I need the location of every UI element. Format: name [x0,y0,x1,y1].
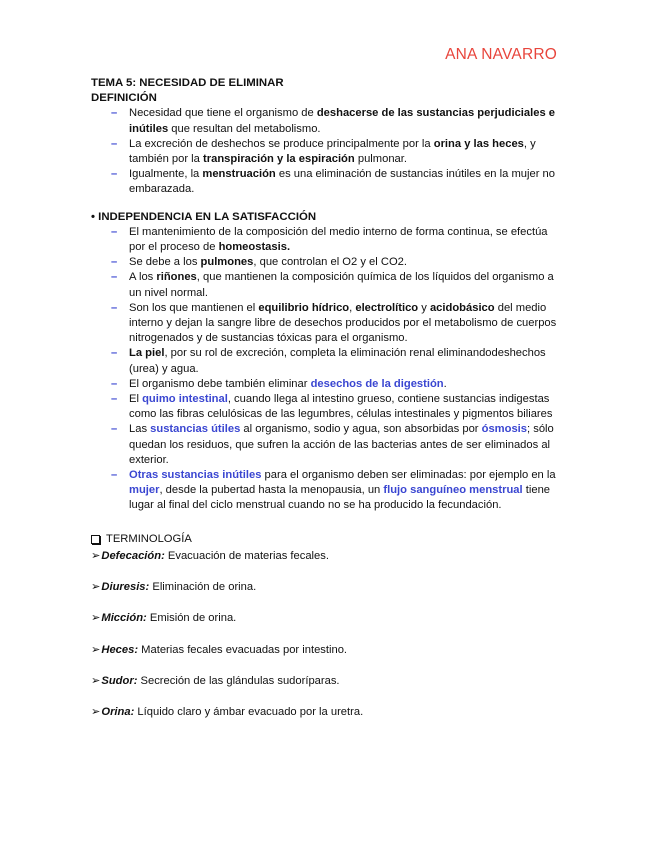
arrow-bullet-icon: ➢ [91,612,101,625]
independence-list [91,225,561,514]
list-item: – Se debe a los pulmones, que controlan el O2 y el CO2. [91,255,561,270]
list-item: – La excreción de deshechos se produce principalmente por la orina y las heces, y también por la transpiración y la espiración pulmonar. [91,137,561,167]
terminology-heading: TERMINOLOGÍA [91,532,561,547]
arrow-bullet-icon: ➢ [91,549,101,562]
term-miccion: ➢Micción: Emisión de orina. [91,612,237,625]
term-orina: ➢Orina: Líquido claro y ámbar evacuado por la uretra. [91,705,364,718]
independence-heading: • INDEPENDENCIA EN LA SATISFACCIÓN [91,210,317,223]
list-item: – Necesidad que tiene el organismo de deshacerse de las sustancias perjudiciales e inútiles que resultan del metabolismo. [91,106,561,136]
list-item: – Son los que mantienen el equilibrio hídrico, electrolítico y acidobásico del medio interno y dejan la sangre libre de desechos producidos por el metabolismo de cuerpos nitrogenados y de sustancias tóxicas para el organismo. [91,301,561,347]
list-item: – Otras sustancias inútiles para el organismo deben ser eliminadas: por ejemplo en la mujer, desde la pubertad hasta la menopausia, un flujo sanguíneo menstrual tiene lugar al final del ciclo menstrual cuando no se ha producido la fecundación. [91,468,561,514]
list-item: – Las sustancias útiles al organismo, sodio y agua, son absorbidas por ósmosis; sólo quedan los residuos, que sufren la acción de las bacterias antes de ser eliminados al exterior. [91,422,561,468]
term-definecacion: ➢Defecación: Evacuación de materias fecales. [91,549,329,562]
author-name: ANA NAVARRO [445,46,557,63]
definition-heading: DEFINICIÓN [91,92,157,105]
arrow-bullet-icon: ➢ [91,581,101,594]
list-item: – A los riñones, que mantienen la composición química de los líquidos del organismo a un nivel normal. [91,270,561,300]
term-sudor: ➢Sudor: Secreción de las glándulas sudoríparas. [91,674,340,687]
list-item: – Igualmente, la menstruación es una eliminación de sustancias inútiles en la mujer no embarazada. [91,167,561,197]
list-item: – El organismo debe también eliminar desechos de la digestión. [91,377,561,392]
checkbox-square-icon [91,535,100,544]
arrow-bullet-icon: ➢ [91,705,101,718]
term-diuresis: ➢Diuresis: Eliminación de orina. [91,581,257,594]
list-item: – El quimo intestinal, cuando llega al intestino grueso, contiene sustancias indigestas como las fibras celulósicas de las legumbres, células intestinales y pigmentos biliares [91,392,561,422]
document-body [91,76,561,720]
arrow-bullet-icon: ➢ [91,643,101,656]
definition-list [91,106,561,197]
arrow-bullet-icon: ➢ [91,674,101,687]
list-item: – La piel, por su rol de excreción, completa la eliminación renal eliminandodeshechos (urea) y agua. [91,346,561,376]
term-heces: ➢Heces: Materias fecales evacuadas por intestino. [91,643,348,656]
list-item: – El mantenimiento de la composición del medio interno de forma continua, se efectúa por el proceso de homeostasis. [91,225,561,255]
topic-title: TEMA 5: NECESIDAD DE ELIMINAR [91,77,284,89]
